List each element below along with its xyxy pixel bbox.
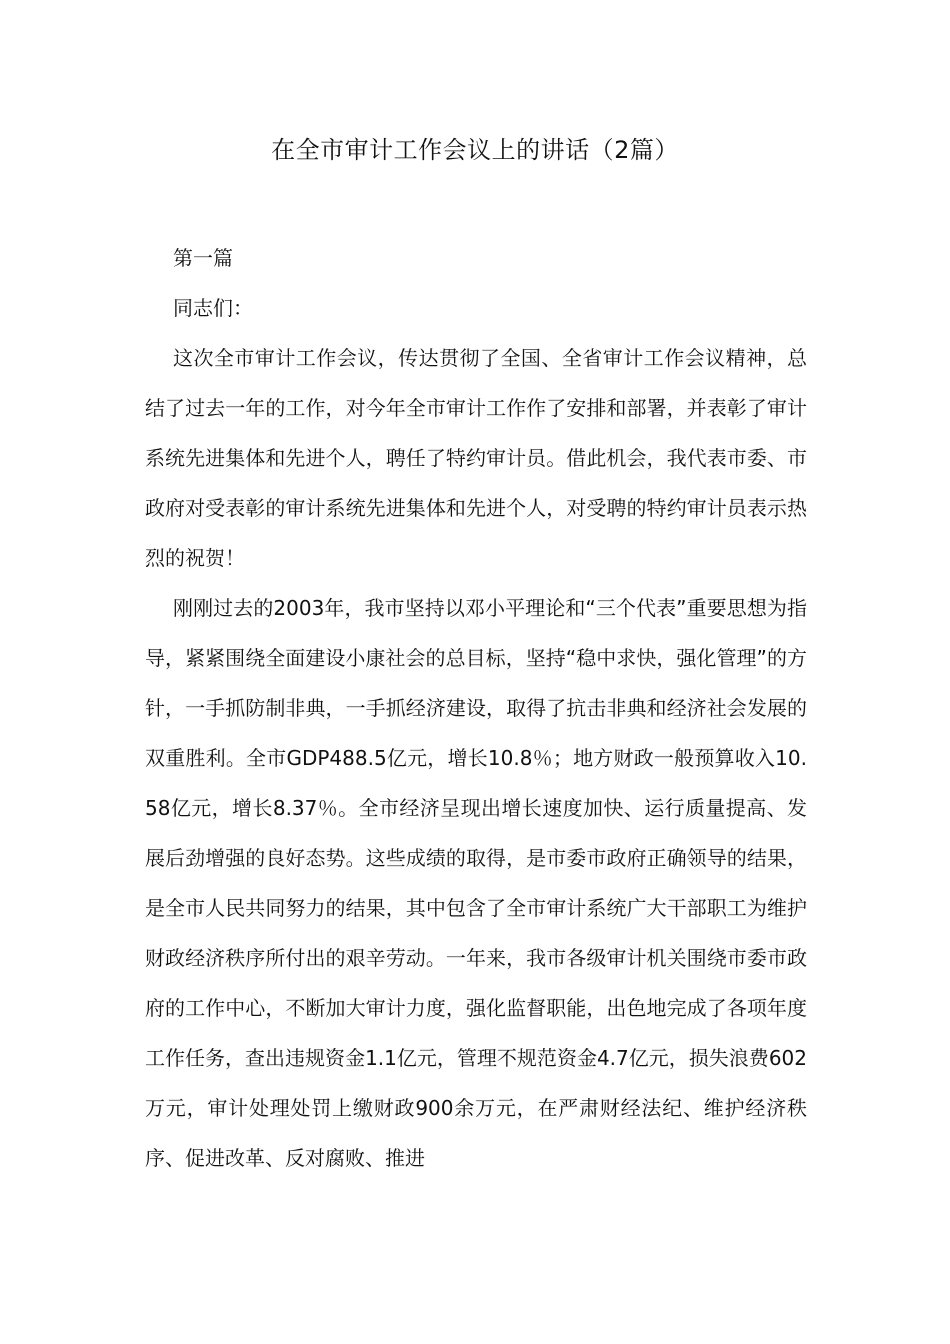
salutation: 同志们： bbox=[173, 296, 253, 320]
paragraph-1: 这次全市审计工作会议，传达贯彻了全国、全省审计工作会议精神，总结了过去一年的工作，对今年全市审计工作作了安排和部署，并表彰了审计系统先进集体和先进个人，聘任了特约审计员。借此机会，我代表市委、市政府对受表彰的审计系统先进集体和先进个人，对受聘的特约审计员表示热烈的祝贺！ bbox=[145, 346, 807, 570]
paragraph-2: 刚刚过去的2003年，我市坚持以邓小平理论和“三个代表”重要思想为指导，紧紧围绕全面建设小康社会的总目标，坚持“稳中求快，强化管理”的方针，一手抓防制非典，一手抓经济建设，取得了抗击非典和经济社会发展的双重胜利。全市GDP488.5亿元，增长10.8％；地方财政一般预算收入10.58亿元，增长8.37％。全市经济呈现出增长速度加快、运行质量提高、发展后劲增强的良好态势。这些成绩的取得，是市委市政府正确领导的结果，是全市人民共同努力的结果，其中包含了全市审计系统广大干部职工为维护财政经济秩序所付出的艰辛劳动。一年来，我市各级审计机关围绕市委市政府的工作中心，不断加大审计力度，强化监督职能，出色地完成了各项年度工作任务，查出违规资金1.1亿元，管理不规范资金4.7亿元，损失浪费602万元，审计处理处罚上缴财政900余万元，在严肃财经法纪、维护经济秩序、促进改革、反对腐败、推进 bbox=[145, 596, 807, 1170]
section-heading: 第一篇 bbox=[173, 246, 233, 270]
document-title: 在全市审计工作会议上的讲话（2篇） bbox=[271, 136, 679, 164]
document-body bbox=[145, 233, 807, 1183]
